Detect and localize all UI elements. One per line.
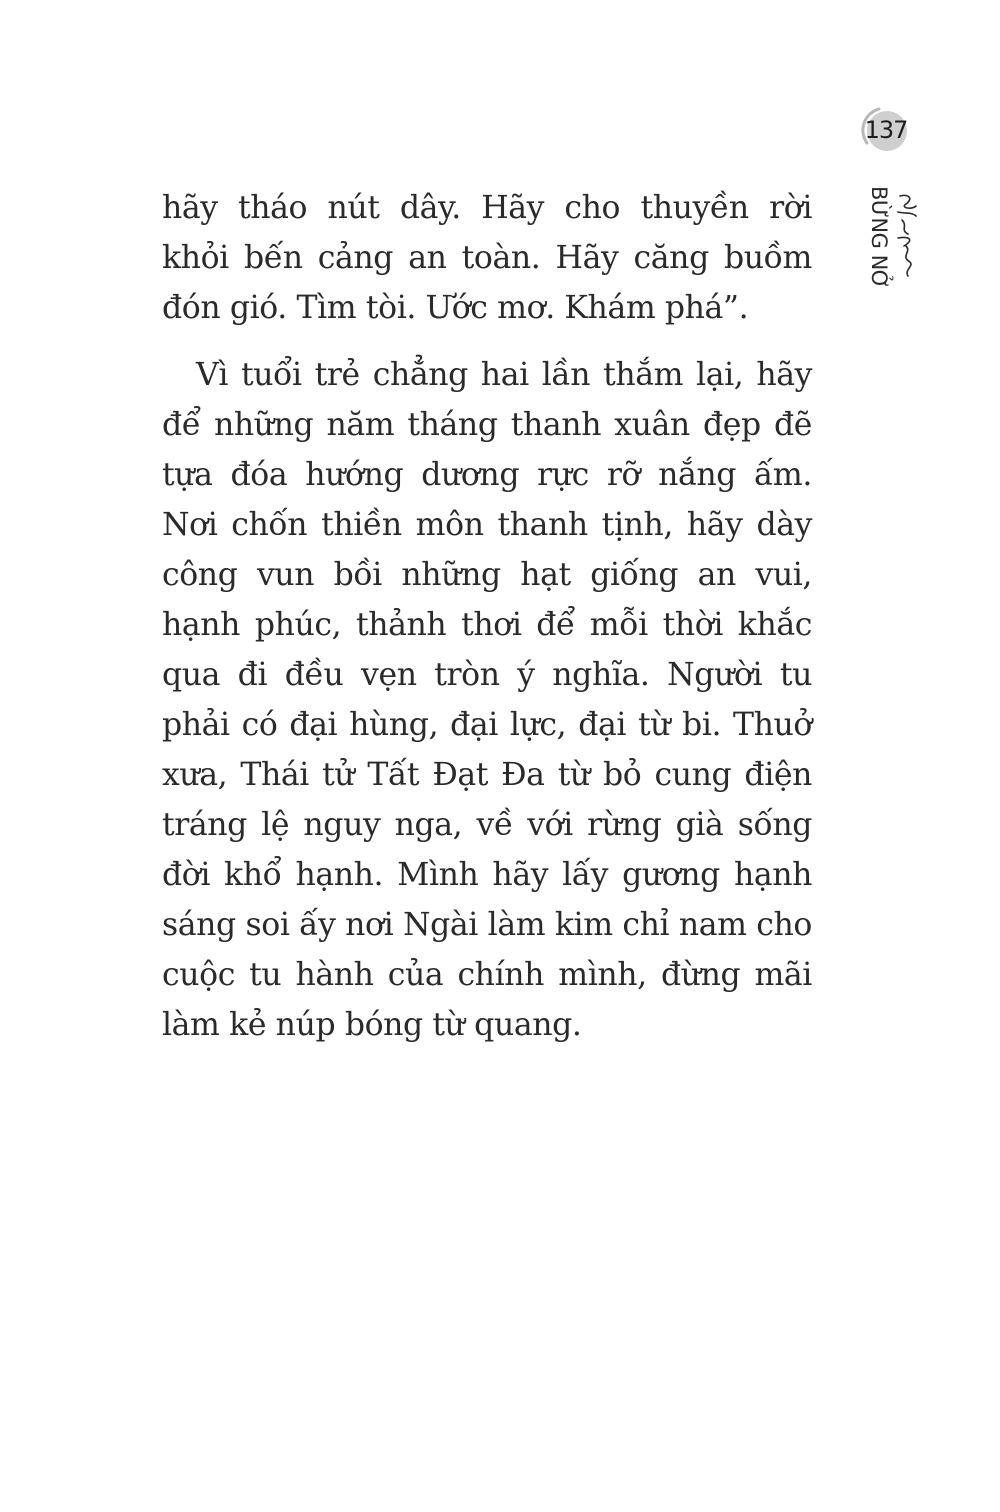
running-header [862,186,922,296]
paragraph: Vì tuổi trẻ chẳng hai lần thắm lại, hãy để những năm tháng thanh xuân đẹp đẽ tựa đóa hướng dương rực rỡ nắng ấm. Nơi chốn thiền môn thanh tịnh, hãy dày công vun bồi những hạt giống an vui, hạnh phúc, thảnh thơi để mỗi thời khắc qua đi đều vẹn tròn ý nghĩa. Người tu phải có đại hùng, đại lực, đại từ bi. Thuở xưa, Thái tử Tất Đạt Đa từ bỏ cung điện tráng lệ nguy nga, về với rừng già sống đời khổ hạnh. Mình hãy lấy gương hạnh sáng soi ấy nơi Ngài làm kim chỉ nam cho cuộc tu hành của chính mình, đừng mãi làm kẻ núp bóng từ quang. [162,357,812,1043]
page-number-badge [861,105,911,155]
author-signature-icon [892,190,922,280]
book-title: BỪNG NỞ [867,186,891,289]
body-text [162,183,812,1050]
page-number: 137 [864,116,908,144]
paragraph: hãy tháo nút dây. Hãy cho thuyền rời khỏi bến cảng an toàn. Hãy căng buồm đón gió. Tìm tòi. Ước mơ. Khám phá”. [162,190,812,326]
